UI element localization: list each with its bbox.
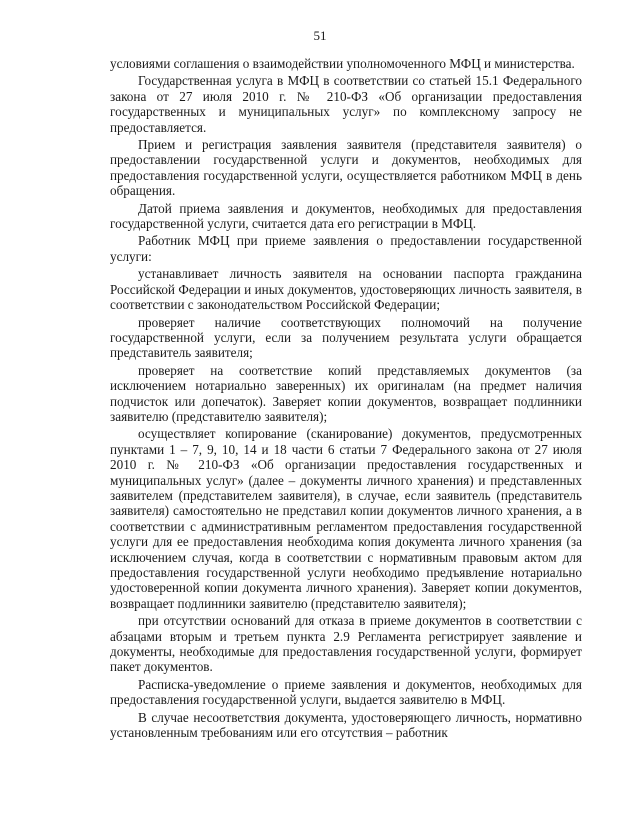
paragraph: Расписка-уведомление о приеме заявления и документов, необходимых для предоставления государственной услуги, выдается заявителю в МФЦ. <box>110 676 582 708</box>
list-item: проверяет на соответствие копий представляемых документов (за исключением нотариально заверенных) их оригиналам (на предмет наличия подчисток или допечаток). Заверяет копии документов, возвращает подлинники заявителю (представителю заявителя); <box>110 362 582 424</box>
list-item: осуществляет копирование (сканирование) документов, предусмотренных пунктами 1 – 7, 9, 10, 14 и 18 части 6 статьи 7 Федерального закона от 27 июля 2010 г. № 210-ФЗ «Об организации предоставления государственных и муниципальных услуг» (далее – документы личного хранения) и представленных заявителем (представителем заявителя), в случае, если заявитель (представитель заявителя) самостоятельно не представил копии документов личного хранения, а в соответствии с административным регламентом предоставления государственной услуги для ее предоставления необходима копия документа личного хранения (за исключением случая, когда в соответствии с нормативным правовым актом для предоставления государственной услуги необходимо предъявление нотариально удостоверенной копии документа личного хранения). Заверяет копии документов, возвращает подлинники заявителю (представителю заявителя); <box>110 426 582 611</box>
list-item: устанавливает личность заявителя на основании паспорта гражданина Российской Федерации и иных документов, удостоверяющих личность заявителя, в соответствии с законодательством Российской Федерации; <box>110 266 582 313</box>
document-body <box>110 56 582 742</box>
paragraph: В случае несоответствия документа, удостоверяющего личность, нормативно установленным требованиям или его отсутствия – работник <box>110 709 582 741</box>
list-item: при отсутствии оснований для отказа в приеме документов в соответствии с абзацами вторым и третьем пункта 2.9 Регламента регистрирует заявление и документы, необходимые для предоставления государственной услуги, формирует пакет документов. <box>110 613 582 675</box>
paragraph: Работник МФЦ при приеме заявления о предоставлении государственной услуги: <box>110 233 582 264</box>
list-item: проверяет наличие соответствующих полномочий на получение государственной услуги, если за получением результата услуги обращается представитель заявителя; <box>110 314 582 361</box>
paragraph: условиями соглашения о взаимодействии уполномоченного МФЦ и министерства. <box>110 56 575 71</box>
paragraph: Государственная услуга в МФЦ в соответствии со статьей 15.1 Федерального закона от 27 июля 2010 г. № 210-ФЗ «Об организации предоставления государственных и муниципальных услуг» по комплексному запросу не предоставляется. <box>110 73 582 135</box>
paragraph: Датой приема заявления и документов, необходимых для предоставления государственной услуги, считается дата его регистрации в МФЦ. <box>110 200 582 232</box>
paragraph: Прием и регистрация заявления заявителя (представителя заявителя) о предоставлении государственной услуги и документов, необходимых для предоставления государственной услуги, осуществляется работником МФЦ в день обращения. <box>110 137 582 199</box>
page-number: 51 <box>313 28 327 43</box>
